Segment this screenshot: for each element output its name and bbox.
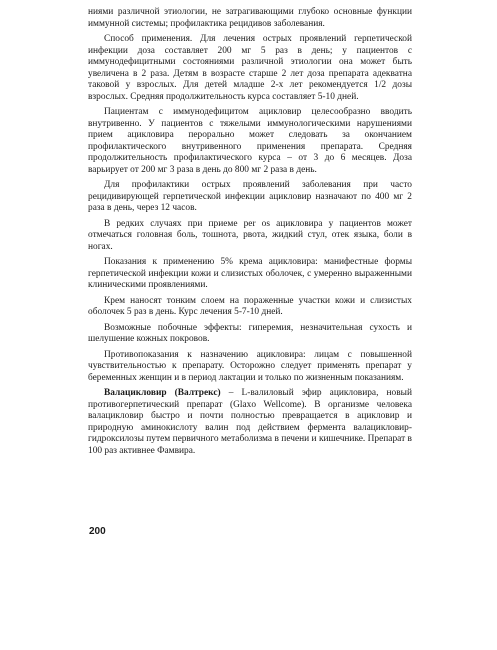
- drug-name-heading: Валацикловир (Валтрекс): [104, 388, 221, 398]
- paragraph-valacyclovir: [88, 388, 412, 457]
- paragraph-immunodeficiency: Пациентам с иммунодефицитом ацикловир целесообразно вводить внутривенно. У пациентов с тяжелыми иммунологическими нарушениями прием ацикловира перорально может следовать за окончанием профилактического внутривенного применения препарата. Средняя продолжительность профилактического курса – от 3 до 6 месяцев. Доза варьирует от 200 мг 3 раза в день до 800 мг 2 раза в день.: [88, 107, 412, 175]
- paragraph-side-effects-oral: В редких случаях при приеме per os ацикловира у пациентов может отмечаться головная боль, тошнота, рвота, жидкий стул, отек языка, боли в ногах.: [88, 218, 412, 252]
- paragraph-dosage: Способ применения. Для лечения острых проявлений герпетической инфекции доза составляет 200 мг 5 раз в день; у пациентов с иммунодефицитными состояниями различной этиологии она может быть увеличена в 2 раза. Детям в возрасте старше 2 лет доза препарата адекватна таковой у взрослых. Для детей младше 2-х лет рекомендуется 1/2 дозы взрослых. Средняя продолжительность курса составляет 5-10 дней.: [88, 34, 412, 102]
- paragraph-cream-usage: Крем наносят тонким слоем на пораженные участки кожи и слизистых оболочек 5 раз в день. Курс лечения 5-7-10 дней.: [88, 295, 412, 317]
- paragraph-contraindications: Противопоказания к назначению ацикловира: лицам с повышенной чувствительностью к препарату. Осторожно следует применять препарат у беременных женщин и в период лактации и только по жизненным показаниям.: [88, 349, 412, 383]
- page-number: 200: [89, 526, 106, 537]
- text-column: [88, 7, 412, 461]
- paragraph-cream-side-effects: Возможные побочные эффекты: гиперемия, незначительная сухость и шелушение кожных покровов.: [88, 322, 412, 344]
- paragraph-prophylaxis: Для профилактики острых проявлений заболевания при часто рецидивирующей герпетической инфекции ацикловир назначают по 400 мг 2 раза в день, через 12 часов.: [88, 180, 412, 213]
- paragraph-cream-indications: Показания к применению 5% крема ацикловира: манифестные формы герпетической инфекции кожи и слизистых оболочек, с умеренно выраженными клиническими проявлениями.: [88, 257, 412, 290]
- paragraph-valacyclovir-text: – L-валиловый эфир ацикловира, новый противогерпетический препарат (Glaxo Wellcome). В организме человека валацикловир быстро и почти полностью превращается в ацикловир и природную аминокислоту валин под действием фермента валацикловир-гидроксилозы путем первичного метаболизма в печени и кишечнике. Препарат в 100 раз активнее Фамвира.: [88, 388, 412, 456]
- paragraph-continuation: ниями различной этиологии, не затрагивающими глубоко основные функции иммунной системы; профилактика рецидивов заболевания.: [88, 7, 412, 29]
